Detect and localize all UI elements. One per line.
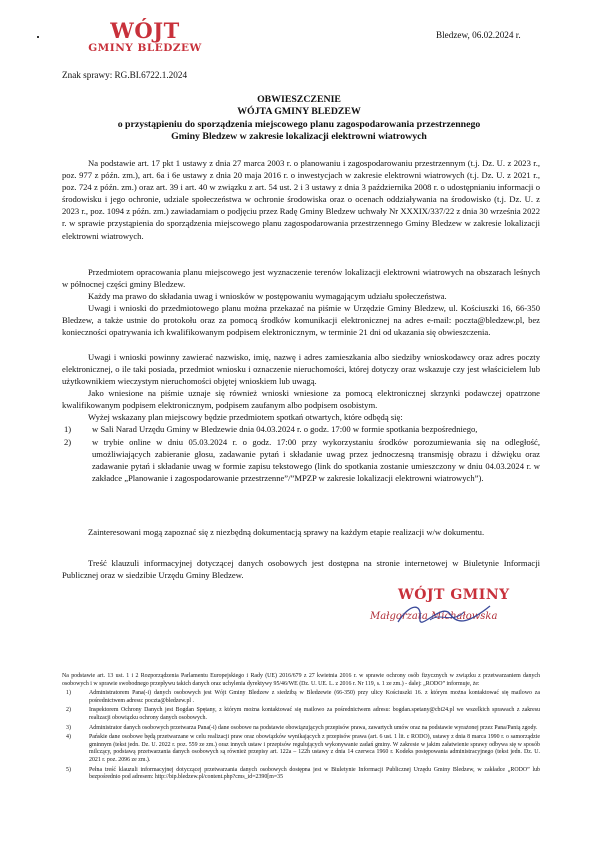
footer-list-item	[62, 725, 540, 733]
dot-mark	[37, 36, 39, 38]
logo-line-2: GMINY BLEDZEW	[88, 42, 202, 54]
footer-item-text: Inspektorem Ochrony Danych jest Bogdan Spętany, z którym można kontaktować się mailowo za pośrednictwem adresu: bogdan.spetany@cbi24.pl we wszelkich sprawach z zakresu realizacji obowiązku ochrony danych osobowych.	[89, 707, 540, 721]
list-item-text: w trybie online w dniu 05.03.2024 r. o godz. 17:00 przy wykorzystaniu środków porozumiewania się na odległość, umożliwiających zabieranie głosu, zadawanie pytań i składanie uwag przez jednoczesną transmisję obrazu i dźwięku oraz zadawanie pytań i składanie uwag w formie zapisu tekstowego (link do spotkania zostanie umieszczony w dniu 04.03.2024 r. w zakładce „Planowanie i zagospodarowanie przestrzenne”/”MPZP w zakresie lokalizacji elektrowni wiatrowych”).	[92, 437, 540, 484]
paragraph-documentation: Zainteresowani mogą zapoznać się z niezbędną dokumentacją sprawy na każdym etapie realizacji w/w dokumentu.	[88, 527, 485, 537]
handwritten-signature	[390, 598, 500, 628]
title-line-1: OBWIESZCZENIE	[257, 94, 341, 105]
gdpr-footer	[62, 673, 540, 782]
document-date: Bledzew, 06.02.2024 r.	[436, 30, 521, 40]
footer-item-number: 1)	[66, 690, 71, 697]
paragraph-privacy-clause: Treść klauzuli informacyjnej dotyczącej danych osobowych jest dostępna na stronie internetowej w Biuletynie Informacji Publicznej oraz w siedzibie Urzędu Gminy Bledzew.	[62, 558, 540, 581]
footer-item-text: Administrator danych osobowych przetwarza Pana(-i) dane osobowe na podstawie obowiązujących przepisów prawa, zawartych umów oraz na podstawie wyrażonej przez Pana/Panią zgody.	[89, 724, 538, 731]
signature-name: Małgorzata Michałowska	[370, 611, 498, 622]
case-reference: Znak sprawy: RG.BI.6722.1.2024	[62, 70, 188, 80]
paragraph-how-to-submit: Uwagi i wnioski do przedmiotowego planu można przekazać na piśmie w Urzędzie Gminy Bledzew, ul. Kościuszki 16, 66-350 Bledzew, a także ustnie do protokołu oraz za pomocą środków komunikacji elektronicznej na adres e-mail: poczta@bledzew.pl, bez konieczności opatrywania ich kwalifikowanym podpisem elektronicznym, w terminie 21 dni od ukazania się obwieszczenia.	[62, 303, 540, 338]
footer-list-item	[62, 734, 540, 764]
footer-item-number: 2)	[66, 707, 71, 714]
footer-item-text: Pełna treść klauzuli informacyjnej dotyczącej przetwarzania danych osobowych dostępna jest w Biuletynie Informacji Publicznej Urzędu Gminy Bledzew, w zakładce „RODO” lub bezpośrednio pod adresem: http://bip.bledzew.pl/content.php?cms_id=2390[m=35	[89, 766, 540, 781]
list-item	[62, 423, 540, 435]
list-item-number: 2)	[64, 437, 72, 448]
paragraph-right-to-submit: Każdy ma prawo do składania uwag i wniosków w postępowaniu wymagającym udziału społeczeństwa.	[88, 291, 447, 301]
paragraph-subject: Przedmiotem opracowania planu miejscowego jest wyznaczenie terenów lokalizacji elektrowni wiatrowych na obszarach leśnych w północnej części gminy Bledzew.	[62, 267, 540, 290]
list-item	[62, 436, 540, 484]
footer-intro: Na podstawie art. 13 ust. 1 i 2 Rozporządzenia Parlamentu Europejskiego i Rady (UE) 2016/679 z 27 kwietnia 2016 r. w sprawie ochrony osób fizycznych w związku z przetwarzaniem danych osobowych i w sprawie swobodnego przepływu takich danych oraz uchylenia dyrektywy 95/46/WE (Dz. U. UE. L. z 2016 r. Nr 119, s. 1 ze zm.) - dalej: „RODO” informuje, że:	[62, 673, 540, 687]
signature-stamp: WÓJT GMINY	[398, 587, 510, 603]
paragraph-submission-contents: Uwagi i wnioski powinny zawierać nazwisko, imię, nazwę i adres zamieszkania albo siedziby wnioskodawcy oraz adres poczty elektronicznej, o ile taki posiada, przedmiot wniosku i oznaczenie nieruchomości, której dotyczy oraz wskazuje czy jest właścicielem lub użytkownikiem wieczystym nieruchomości objętej wnioskiem lub uwagą.	[62, 352, 540, 387]
footer-list-item	[62, 690, 540, 705]
title-line-3: o przystąpieniu do sporządzenia miejscowego planu zagospodarowania przestrzennego	[117, 118, 481, 130]
document-title	[0, 94, 598, 143]
footer-item-number: 5)	[66, 766, 71, 773]
title-line-2: WÓJTA GMINY BLEDZEW	[237, 106, 361, 118]
logo-line-1: WÓJT	[110, 18, 180, 43]
footer-list-item	[62, 707, 540, 722]
footer-item-text: Pańskie dane osobowe będą przetwarzane w celu realizacji praw oraz obowiązków wynikających z przepisów prawa (art. 6 ust. 1 lit. c RODO), ustawy z dnia 8 marca 1990 r. o samorządzie gminnym (tekst jedn. Dz. U. 2022 r. poz. 559 ze zm.) oraz innych ustaw i przepisów regulujących wykonywanie zadań gminy. W zakresie w jakim załatwienie sprawy odbywa się w sposób milczący, podstawą przetwarzania danych osobowych są również przepisy art. 122a – 122h ustawy z dnia 14 czerwca 1960 r. Kodeks postępowania administracyjnego (tekst jedn. Dz. U. 2021 r. poz. 2096 ze zm.).	[89, 734, 540, 763]
title-line-4: Gminy Bledzew w zakresie lokalizacji elektrowni wiatrowych	[171, 130, 427, 142]
footer-list-item	[62, 767, 540, 782]
logo-stamp	[80, 20, 210, 55]
footer-item-number: 3)	[66, 724, 71, 731]
list-item-text: w Sali Narad Urzędu Gminy w Bledzewie dnia 04.03.2024 r. o godz. 17:00 w formie spotkania bezpośredniego,	[92, 424, 478, 434]
footer-item-number: 4)	[66, 734, 71, 741]
paragraph-electronic-submission: Jako wniesione na piśmie uznaje się również wnioski wniesione za pomocą elektronicznej skrzynki podawczej opatrzone kwalifikowanym podpisem elektronicznym, podpisem zaufanym albo podpisem osobistym.	[62, 388, 540, 411]
paragraph-meetings-intro: Wyżej wskazany plan miejscowy będzie przedmiotem spotkań otwartych, które odbędą się:	[88, 412, 403, 422]
list-item-number: 1)	[64, 424, 72, 434]
footer-item-text: Administratorem Pana(-i) danych osobowych jest Wójt Gminy Bledzew z siedzibą w Bledzewie (66-350) przy ulicy Kościuszki 16. z którym można kontaktować się mailowo za pośrednictwem adresu: poczta@bledzew.pl .	[89, 690, 540, 704]
paragraph-legal-basis: Na podstawie art. 17 pkt 1 ustawy z dnia 27 marca 2003 r. o planowaniu i zagospodarowaniu przestrzennym (t.j. Dz. U. z 2023 r., poz. 977 z późn. zm.), art. 6a i 6e ustawy z dnia 20 maja 2016 r. o inwestycjach w zakresie elektrowni wiatrowych (t.j. Dz. U. z 2021 r., poz. 724 z późn. zm.) oraz art. 39 i art. 40 w związku z art. 54 ust. 2 i 3 ustawy z dnia 3 października 2008 r. o udostępnianiu informacji o środowisku i jego ochronie, udziale społeczeństwa w ochronie środowiska oraz o ocenach oddziaływania na środowisko (t.j. Dz. U. z 2023 r., poz. 1094 z późn. zm.) zawiadamiam o podjęciu przez Radę Gminy Bledzew uchwały Nr XXXIX/337/22 z dnia 30 września 2022 r. w sprawie przystąpienia do sporządzenia miejscowego planu zagospodarowania przestrzennego Gminy Bledzew w zakresie lokalizacji elektrowni wiatrowych.	[62, 158, 540, 241]
meetings-list	[62, 423, 540, 484]
